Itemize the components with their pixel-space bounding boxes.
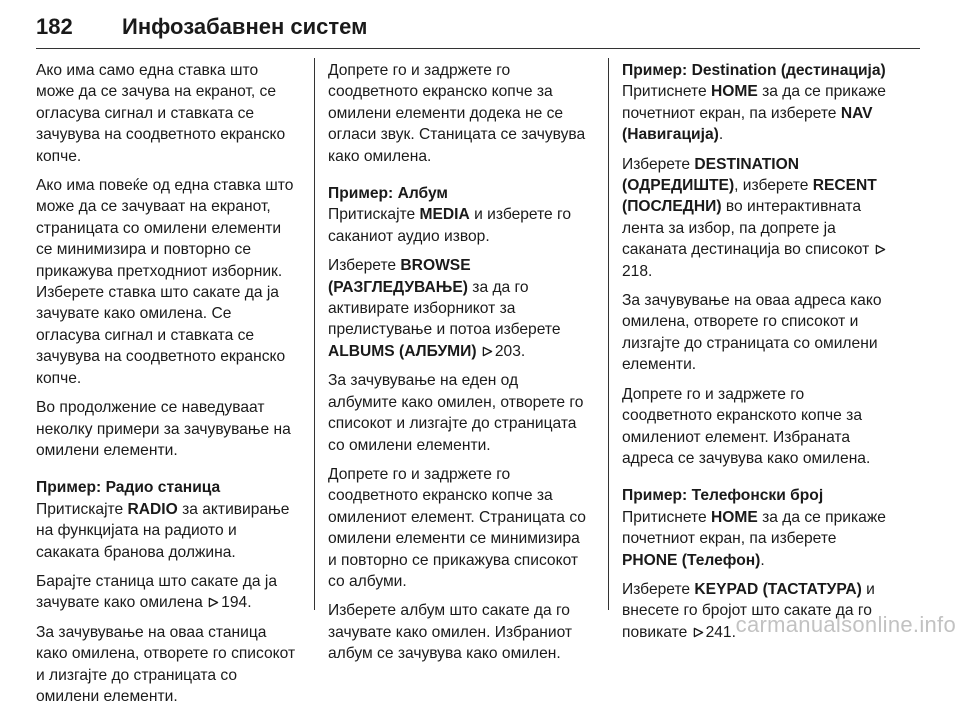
button-label-radio: RADIO (127, 500, 178, 518)
column-divider-1 (314, 58, 315, 610)
button-label-nav: NAV (Навигација) (622, 104, 873, 144)
paragraph: Изберете BROWSE (РАЗГЛЕДУВАЊЕ) за да го активирате изборникот за прелистување и потоа изберете ALBUMS (АЛБУМИ) 203. (328, 257, 561, 360)
paragraph: Допрете го и задржете го соодветното екранско копче за омилениот елемент. Страницата со омилени елементи се минимизира и повторно се прикажува списокот со албуми. (328, 465, 586, 590)
section-heading-album: Пример: Албум (328, 185, 448, 203)
column-3 (622, 60, 888, 651)
paragraph: Допрете го и задржете го соодветното екранско копче за омилени елементи додека не се огласи звук. Станицата се зачувува како омилена. (328, 62, 586, 165)
button-label-home: HOME (710, 83, 758, 101)
paragraph: За зачувување на еден од албумите како омилен, отворете го списокот и лизгајте до страницата со омилени елементи. (328, 372, 584, 454)
section-heading-phone: Пример: Телефонски број (622, 487, 824, 505)
paragraph: Барајте станица што сакате да ја зачувате како омилена 194. (36, 572, 278, 612)
button-label-albums: ALBUMS (АЛБУМИ) (328, 342, 477, 360)
paragraph: Притискајте MEDIA и изберете го саканиот аудио извор. (328, 206, 572, 245)
button-label-destination: DESTINATION (ОДРЕДИШТЕ) (622, 155, 799, 195)
paragraph: Притиснете HOME за да се прикаже почетниот екран, па изберете PHONE (Телефон). (622, 508, 886, 569)
page-title: Инфозабавнен систем (122, 14, 368, 39)
column-divider-2 (608, 58, 609, 610)
watermark: carmanualsonline.info (735, 612, 956, 637)
triangle-reference-icon (875, 244, 886, 255)
button-label-keypad: KEYPAD (ТАСТАТУРА) (694, 580, 862, 598)
triangle-reference-icon (693, 627, 704, 638)
page-header (36, 14, 920, 46)
paragraph: Ако има само една ставка што може да се зачува на екранот, се огласува сигнал и ставката се зачувува на соодветното екранско копче. (36, 62, 286, 165)
section-heading-destination: Пример: Destination (дестинација) (622, 62, 886, 79)
page-reference: 203 (494, 342, 521, 360)
button-label-media: MEDIA (419, 206, 470, 224)
paragraph: Изберете албум што сакате да го зачувате како омилен. Избраниот албум се зачувува како омилен. (328, 602, 573, 663)
paragraph: Притискајте RADIO за активирање на функцијата на радиото и сакаката бранова должина. (36, 500, 290, 561)
page-reference: 194 (221, 594, 248, 612)
column-2 (328, 60, 590, 673)
header-rule (36, 48, 920, 49)
page-number: 182 (36, 14, 73, 39)
column-1 (36, 60, 298, 715)
paragraph: Допрете го и задржете го соодветното екранското копче за омилениот елемент. Избраната адреса се зачувува како омилена. (622, 385, 871, 467)
button-label-phone: PHONE (Телефон) (622, 551, 761, 569)
page-reference: 241 (705, 623, 732, 641)
paragraph: Ако има повеќе од една ставка што може да се зачуваат на екранот, страницата со омилени елементи се минимизира и повторно се прикажува претходниот изборник. Изберете ставка што сакате да ја зачувате како омилена. Се огласува сигнал и ставката се зачувува на соодветното екранско копче. (36, 177, 294, 387)
paragraph: За зачувување на оваа адреса како омилена, отворете го списокот и лизгајте до страницата со омилени елементи. (622, 292, 882, 374)
paragraph: Во продолжение се наведуваат неколку примери за зачувување на омилени елементи. (36, 399, 291, 459)
button-label-recent: RECENT (ПОСЛЕДНИ) (622, 177, 877, 216)
triangle-reference-icon (482, 346, 493, 357)
button-label-browse: BROWSE (РАЗГЛЕДУВАЊЕ) (328, 257, 471, 296)
paragraph: Изберете KEYPAD (ТАСТАТУРА) и внесете го бројот што сакате да го повикате 241. (622, 580, 875, 641)
button-label-home: HOME (710, 508, 758, 526)
triangle-reference-icon (208, 597, 219, 608)
section-heading-radio: Пример: Радио станица (36, 479, 221, 497)
page-reference: 218 (622, 262, 649, 280)
paragraph: За зачувување на оваа станица како омилена, отворете го списокот и лизгајте до страницата со омилени елементи. (36, 623, 296, 705)
paragraph: Притиснете HOME за да се прикаже почетниот екран, па изберете NAV (Навигација). (622, 83, 886, 144)
paragraph: Изберете DESTINATION (ОДРЕДИШТЕ), изберете RECENT (ПОСЛЕДНИ) во интерактивната лента за избор, па допрете ја саканата дестинација во списокот 218. (622, 154, 888, 282)
